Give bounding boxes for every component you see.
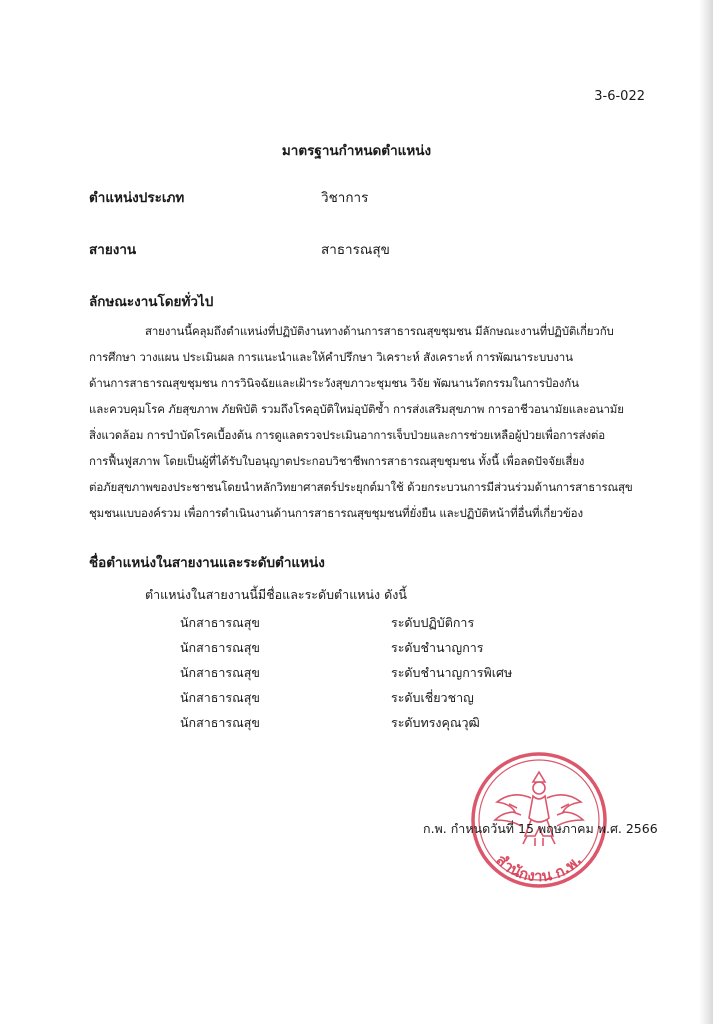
position-level: ระดับชำนาญการพิเศษ <box>391 665 513 680</box>
line-of-work-label: สายงาน <box>89 242 137 258</box>
paragraph-line: การศึกษา วางแผน ประเมินผล การแนะนำและให้คำปรึกษา วิเคราะห์ สังเคราะห์ การพัฒนาระบบงาน <box>89 350 573 364</box>
seal-text: สำนักงาน ก.พ. <box>492 850 586 886</box>
paragraph-line: ชุมชนแบบองค์รวม เพื่อการดำเนินงานด้านการสาธารณสุขชุมชนที่ยั่งยืน และปฏิบัติหน้าที่อื่นที่เกี่ยวข้อง <box>89 506 583 520</box>
svg-text:สำนักงาน ก.พ. <box>493 851 586 885</box>
position-name: นักสาธารณสุข <box>180 715 260 730</box>
position-level: ระดับชำนาญการ <box>391 640 484 655</box>
paragraph-line: และควบคุมโรค ภัยสุขภาพ ภัยพิบัติ รวมถึงโรคอุบัติใหม่อุบัติซ้ำ การส่งเสริมสุขภาพ การอาชีวอนามัยและอนามัย <box>89 402 624 416</box>
position-type-label: ตำแหน่งประเภท <box>89 190 185 206</box>
document-code: 3-6-022 <box>594 89 645 104</box>
document-title: มาตรฐานกำหนดตำแหน่ง <box>281 143 432 159</box>
line-of-work-value: สาธารณสุข <box>321 242 390 258</box>
paragraph-line: สายงานนี้คลุมถึงตำแหน่งที่ปฏิบัติงานทางด้านการสาธารณสุขชุมชน มีลักษณะงานที่ปฏิบัติเกี่ยวกับ <box>145 324 614 338</box>
positions-heading: ชื่อตำแหน่งในสายงานและระดับตำแหน่ง <box>89 555 325 571</box>
general-nature-heading: ลักษณะงานโดยทั่วไป <box>89 294 214 310</box>
position-type-value: วิชาการ <box>321 190 369 206</box>
position-level: ระดับทรงคุณวุฒิ <box>391 715 480 730</box>
ocsc-seal-stamp <box>465 738 613 896</box>
paragraph-line: สิ่งแวดล้อม การบำบัดโรคเบื้องต้น การดูแลตรวจประเมินอาการเจ็บป่วยและการช่วยเหลือผู้ป่วยเพื่อการส่งต่อ <box>89 428 605 442</box>
positions-intro: ตำแหน่งในสายงานนี้มีชื่อและระดับตำแหน่ง ดังนี้ <box>145 587 407 602</box>
position-level: ระดับปฏิบัติการ <box>391 615 475 630</box>
position-name: นักสาธารณสุข <box>180 665 260 680</box>
position-name: นักสาธารณสุข <box>180 690 260 705</box>
paragraph-line: ด้านการสาธารณสุขชุมชน การวินิจฉัยและเฝ้าระวังสุขภาวะชุมชน วิจัย พัฒนานวัตกรรมในการป้องกัน <box>89 376 579 390</box>
paragraph-line: การฟื้นฟูสภาพ โดยเป็นผู้ที่ได้รับใบอนุญาตประกอบวิชาชีพการสาธารณสุขชุมชน ทั้งนี้ เพื่อลดปัจจัยเสี่ยง <box>89 454 585 468</box>
position-name: นักสาธารณสุข <box>180 615 260 630</box>
issued-date: ก.พ. กำหนดวันที่ 15 พฤษภาคม พ.ศ. 2566 <box>423 821 658 836</box>
paragraph-line: ต่อภัยสุขภาพของประชาชนโดยนำหลักวิทยาศาสตร์ประยุกต์มาใช้ ด้วยกระบวนการมีส่วนร่วมด้านการสาธารณสุข <box>89 480 633 494</box>
position-level: ระดับเชี่ยวชาญ <box>391 690 474 705</box>
position-name: นักสาธารณสุข <box>180 640 260 655</box>
